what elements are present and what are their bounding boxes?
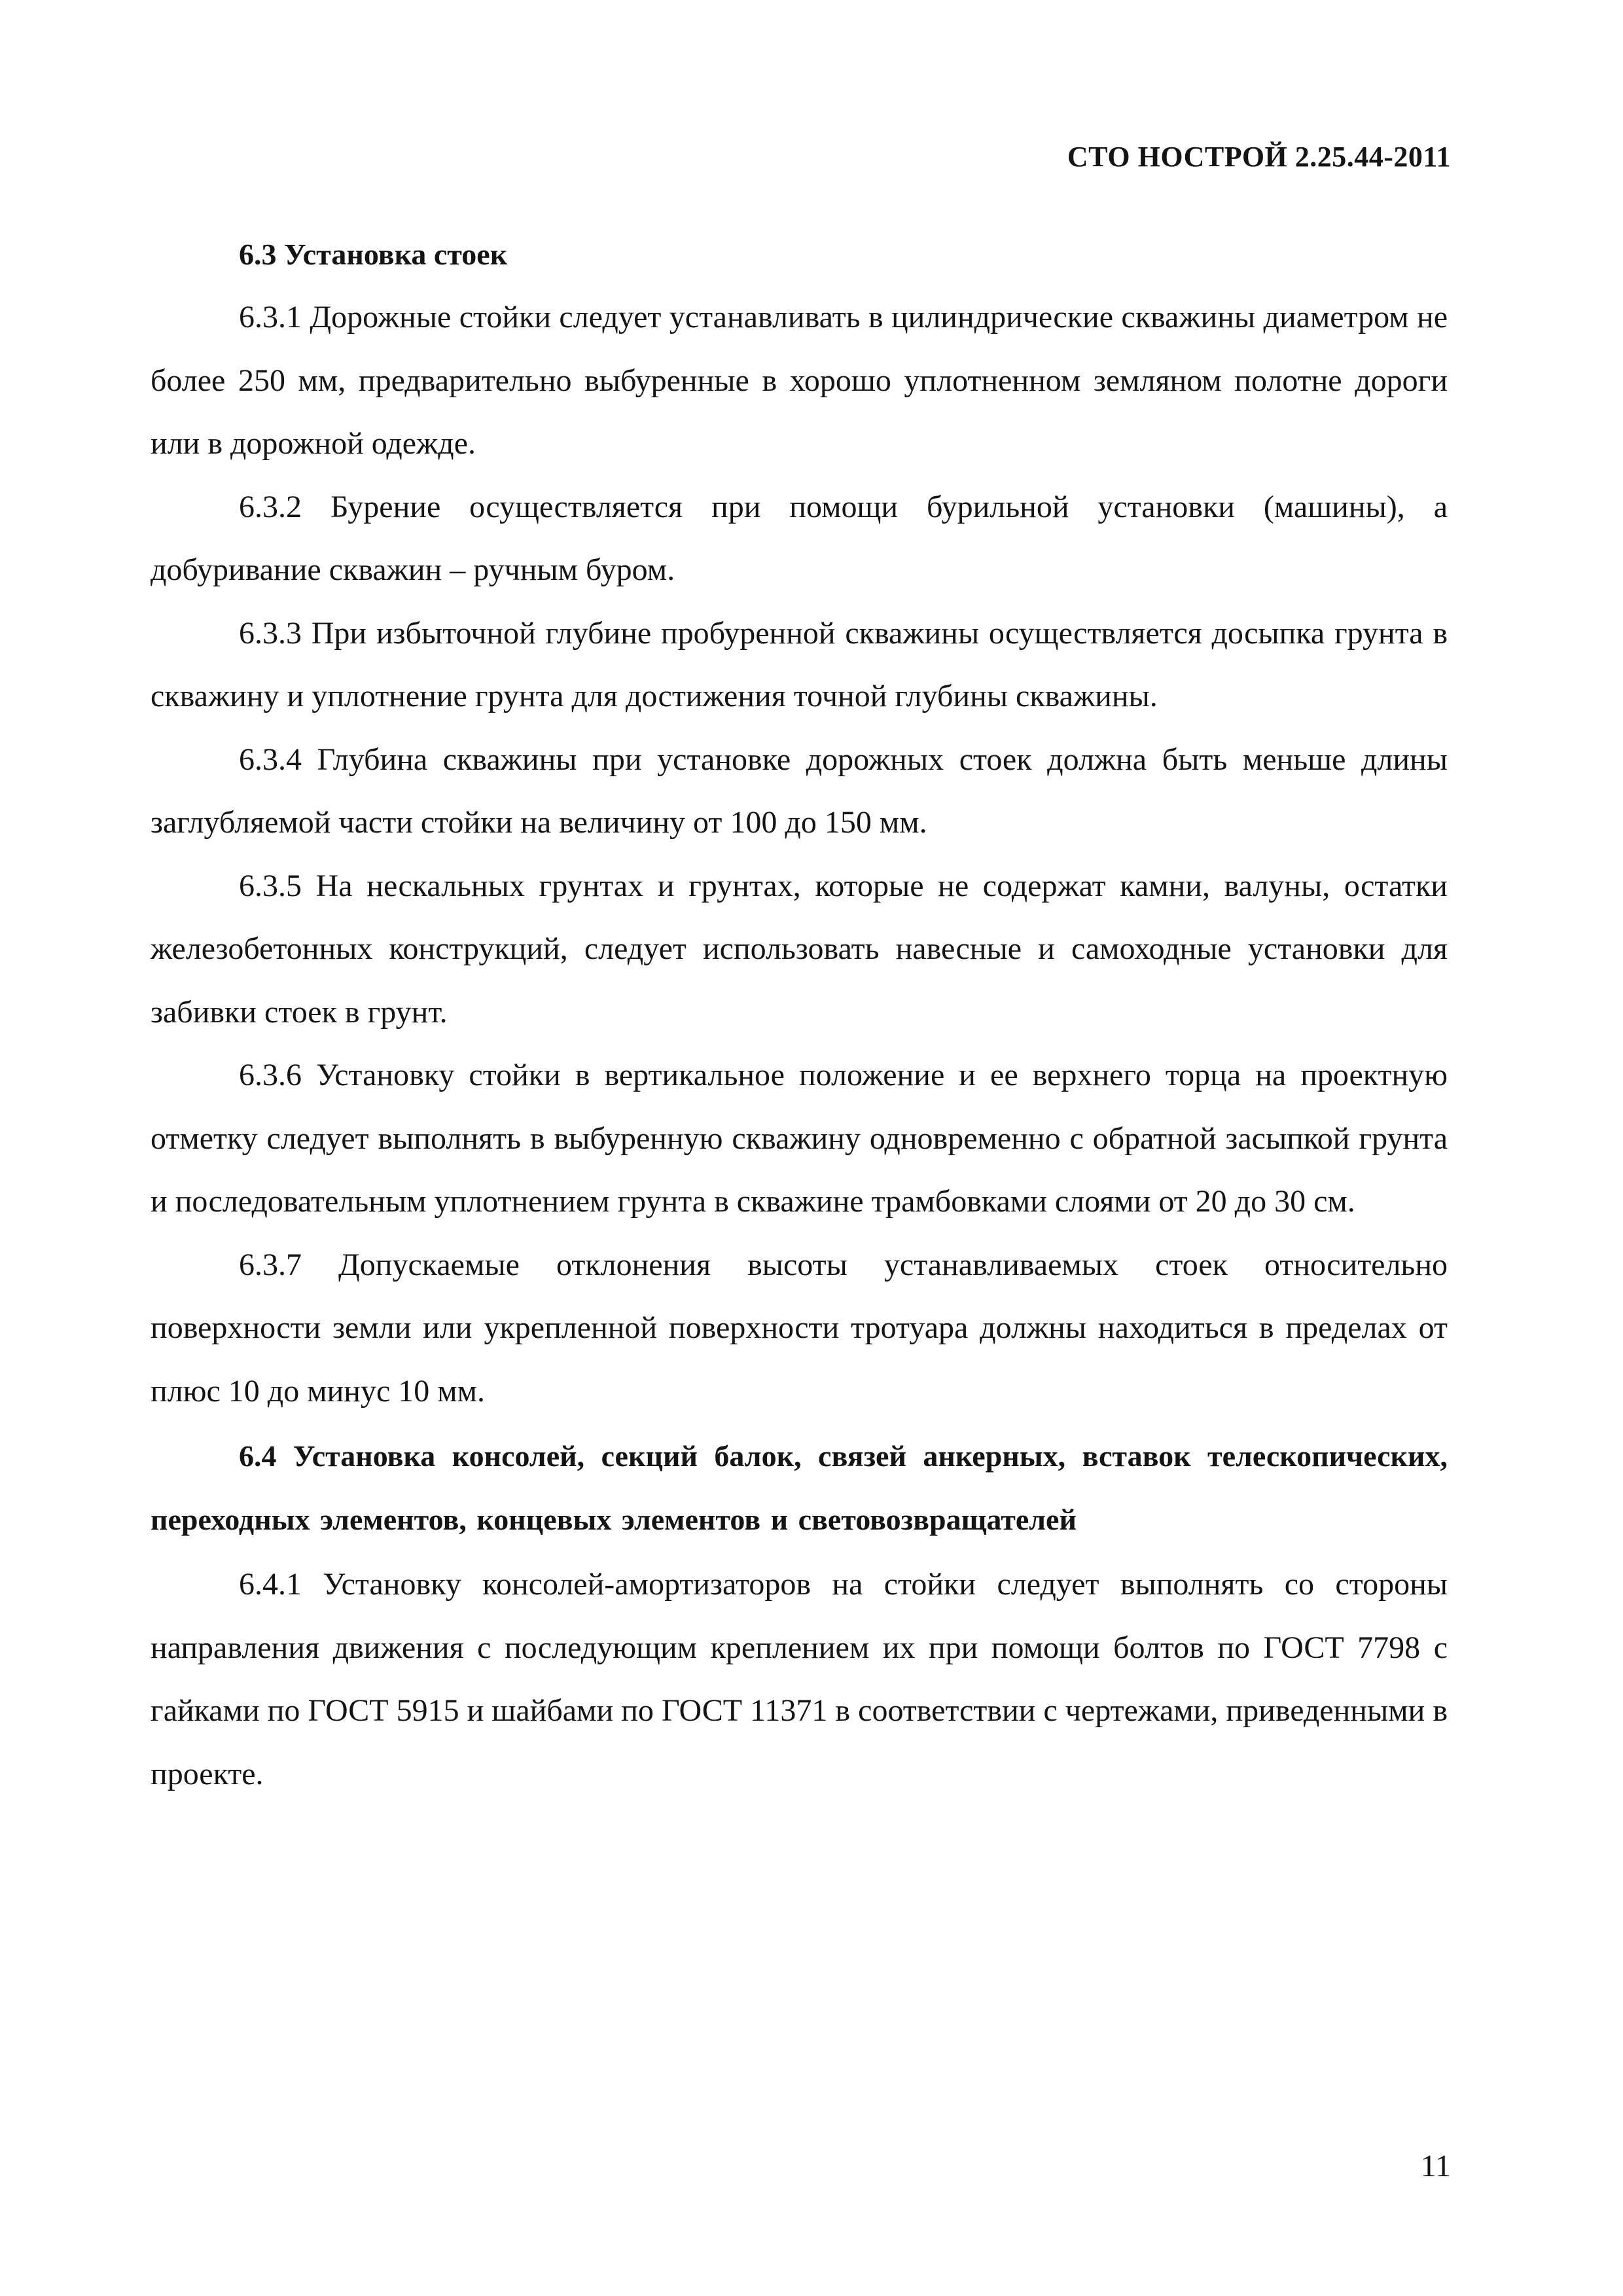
- paragraph-6-3-3: 6.3.3 При избыточной глубине пробуренной скважины осуществляется досыпка грунта в скважину и уплотнение грунта для достижения точной глубины скважины.: [151, 615, 1448, 713]
- paragraph-6-3-2: 6.3.2 Бурение осуществляется при помощи бурильной установки (машины), а добуривание скважин – ручным буром.: [151, 489, 1448, 587]
- paragraph-6-3-4: 6.3.4 Глубина скважины при установке дорожных стоек должна быть меньше длины заглубляемой части стойки на величину от 100 до 150 мм.: [151, 742, 1448, 840]
- paragraph-6-3-1: 6.3.1 Дорожные стойки следует устанавливать в цилиндрические скважины диаметром не более 250 мм, предварительно выбуренные в хорошо уплотненном земляном полотне дороги или в дорожной одежде.: [151, 300, 1448, 461]
- section-heading-6-4: 6.4 Установка консолей, секций балок, связей анкерных, вставок телескопических, переходных элементов, концевых элементов и световозвращателей: [151, 1439, 1448, 1536]
- section-heading-6-3: 6.3 Установка стоек: [239, 238, 508, 271]
- paragraph-6-3-5: 6.3.5 На нескальных грунтах и грунтах, которые не содержат камни, валуны, остатки железобетонных конструкций, следует использовать навесные и самоходные установки для забивки стоек в грунт.: [151, 868, 1448, 1030]
- page-number: 11: [1420, 2149, 1451, 2183]
- paragraph-6-4-1: 6.4.1 Установку консолей-амортизаторов на стойки следует выполнять со стороны направления движения с последующим креплением их при помощи болтов по ГОСТ 7798 с гайками по ГОСТ 5915 и шайбами по ГОСТ 11371 в соответствии с чертежами, приведенными в проекте.: [151, 1567, 1448, 1791]
- document-code-header: СТО НОСТРОЙ 2.25.44-2011: [1067, 141, 1451, 173]
- paragraph-6-3-7: 6.3.7 Допускаемые отклонения высоты устанавливаемых стоек относительно поверхности земли или укрепленной поверхности тротуара должны находиться в пределах от плюс 10 до минус 10 мм.: [151, 1247, 1448, 1408]
- paragraph-6-3-6: 6.3.6 Установку стойки в вертикальное положение и ее верхнего торца на проектную отметку следует выполнять в выбуренную скважину одновременно с обратной засыпкой грунта и последовательным уплотнением грунта в скважине трамбовками слоями от 20 до 30 см.: [151, 1058, 1448, 1219]
- page-body: [151, 223, 1448, 1806]
